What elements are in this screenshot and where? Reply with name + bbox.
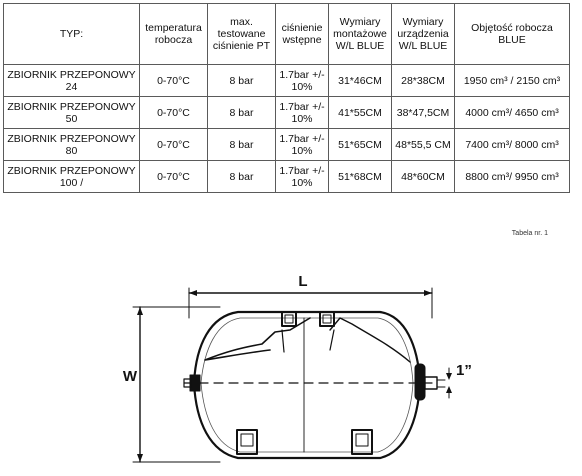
- table-row: [4, 129, 570, 161]
- width-label: W: [122, 368, 138, 385]
- table-row: [4, 97, 570, 129]
- cell-type: ZBIORNIK PRZEPONOWY 100 /: [4, 161, 140, 193]
- connection-size-label: 1”: [456, 362, 472, 379]
- cell-mounting-dimensions: 31*46CM: [329, 65, 392, 97]
- cell-device-dimensions: 48*60CM: [392, 161, 455, 193]
- cell-mounting-dimensions: 51*65CM: [329, 129, 392, 161]
- cell-max-pressure: 8 bar: [208, 161, 276, 193]
- diaphragm-membrane-right: [330, 318, 410, 362]
- top-bracket-left: [282, 312, 296, 326]
- cell-type: ZBIORNIK PRZEPONOWY 50: [4, 97, 140, 129]
- cell-mounting-dimensions: 51*68CM: [329, 161, 392, 193]
- header-precharge-pressure: ciśnienie wstępne: [276, 4, 329, 65]
- header-working-volume: Objętość robocza BLUE: [455, 4, 570, 65]
- top-bracket-right: [320, 312, 334, 326]
- cell-precharge: 1.7bar +/- 10%: [276, 129, 329, 161]
- header-max-pressure: max. testowane ciśnienie PT: [208, 4, 276, 65]
- cell-max-pressure: 8 bar: [208, 129, 276, 161]
- cell-type: ZBIORNIK PRZEPONOWY 80: [4, 129, 140, 161]
- header-temperature: temperatura robocza: [140, 4, 208, 65]
- width-arrow-bottom: [137, 454, 143, 462]
- table-header-row: [4, 4, 570, 65]
- right-connection: [415, 364, 425, 400]
- tank-inner-seam: [201, 318, 413, 452]
- width-arrow-top: [137, 307, 143, 315]
- table-caption: Tabela nr. 1: [511, 230, 548, 237]
- cell-working-volume: 1950 cm³ / 2150 cm³: [455, 65, 570, 97]
- length-arrow-left: [189, 290, 197, 296]
- bottom-foot-right: [352, 430, 372, 454]
- cell-temperature: 0-70°C: [140, 161, 208, 193]
- cell-working-volume: 4000 cm³/ 4650 cm³: [455, 97, 570, 129]
- cell-temperature: 0-70°C: [140, 129, 208, 161]
- cell-precharge: 1.7bar +/- 10%: [276, 97, 329, 129]
- cell-working-volume: 7400 cm³/ 8000 cm³: [455, 129, 570, 161]
- left-valve: [190, 375, 200, 391]
- header-type: TYP:: [4, 4, 140, 65]
- cell-working-volume: 8800 cm³/ 9950 cm³: [455, 161, 570, 193]
- length-label: L: [298, 273, 308, 290]
- table-row: [4, 65, 570, 97]
- cell-precharge: 1.7bar +/- 10%: [276, 65, 329, 97]
- length-arrow-right: [424, 290, 432, 296]
- cell-device-dimensions: 28*38CM: [392, 65, 455, 97]
- cell-device-dimensions: 48*55,5 CM: [392, 129, 455, 161]
- specification-table: [3, 3, 570, 193]
- diaphragm-membrane: [205, 318, 310, 360]
- cell-type: ZBIORNIK PRZEPONOWY 24: [4, 65, 140, 97]
- cell-max-pressure: 8 bar: [208, 65, 276, 97]
- cell-max-pressure: 8 bar: [208, 97, 276, 129]
- cell-temperature: 0-70°C: [140, 97, 208, 129]
- table-row: [4, 161, 570, 193]
- cell-device-dimensions: 38*47,5CM: [392, 97, 455, 129]
- header-device-dimensions: Wymiary urządzenia W/L BLUE: [392, 4, 455, 65]
- cell-temperature: 0-70°C: [140, 65, 208, 97]
- bottom-foot-left: [237, 430, 257, 454]
- header-mounting-dimensions: Wymiary montażowe W/L BLUE: [329, 4, 392, 65]
- cell-precharge: 1.7bar +/- 10%: [276, 161, 329, 193]
- tank-body-outline: [194, 312, 420, 458]
- cell-mounting-dimensions: 41*55CM: [329, 97, 392, 129]
